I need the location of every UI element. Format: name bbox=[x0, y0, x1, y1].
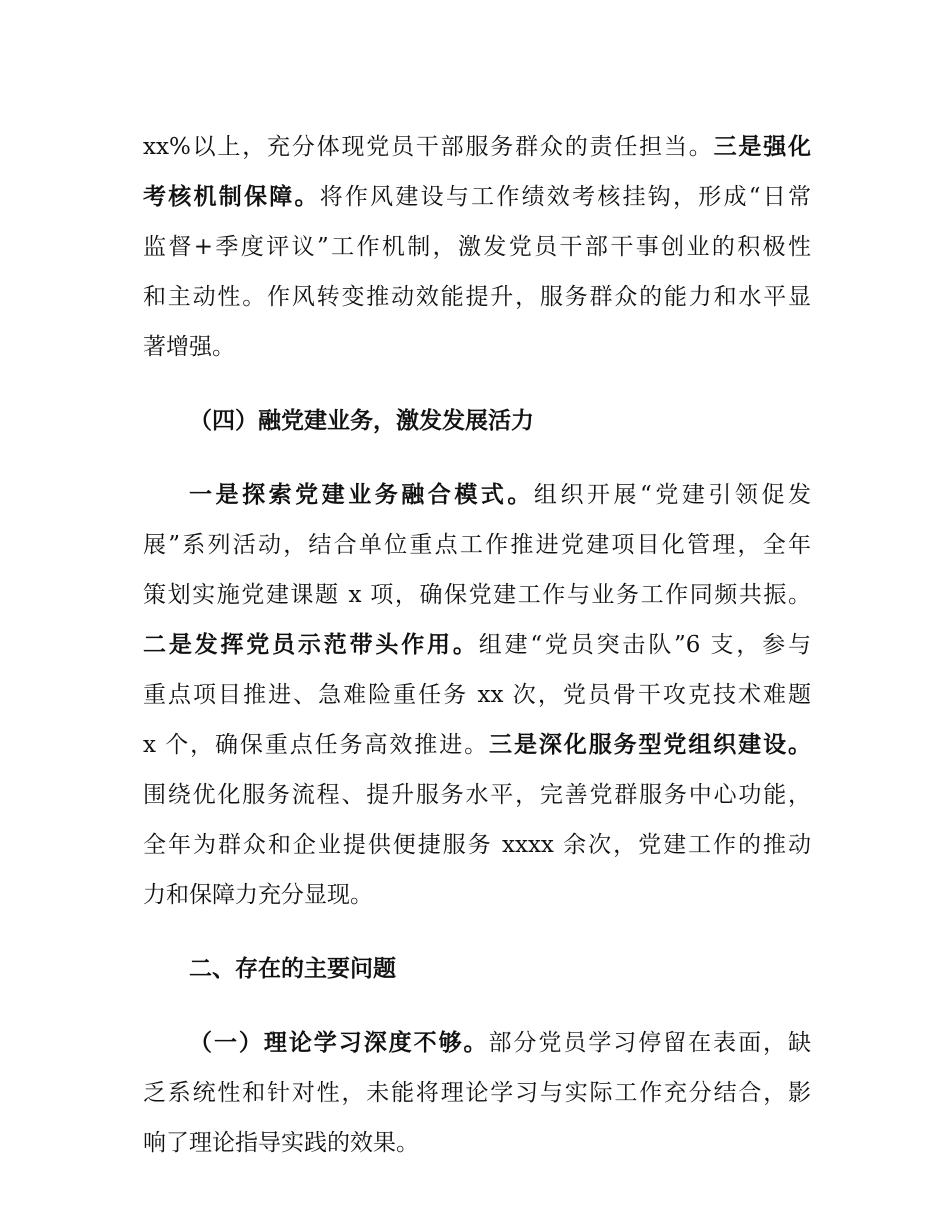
text-line bbox=[143, 720, 811, 770]
text-line: 围绕优化服务流程、提升服务水平，完善党群服务中心功能， bbox=[143, 782, 811, 808]
paragraph-gap bbox=[143, 994, 811, 1018]
text-span: 将作风建设与工作绩效考核挂钩，形成“日常 bbox=[319, 184, 812, 210]
text-line bbox=[143, 620, 811, 670]
text-line: 展”系列活动，结合单位重点工作推进党建项目化管理，全年 bbox=[143, 532, 811, 558]
text-line: 和主动性。作风转变推动效能提升，服务群众的能力和水平显 bbox=[143, 284, 811, 310]
section-heading-2: 二、存在的主要问题 bbox=[189, 956, 396, 982]
text-line: 全年为群众和企业提供便捷服务 xxxx 余次，党建工作的推动 bbox=[143, 832, 811, 858]
paragraph-party-business bbox=[143, 470, 811, 920]
subsection-heading-4: （四）融党建业务，激发发展活力 bbox=[189, 408, 534, 434]
text-span: xx%以上，充分体现党员干部服务群众的责任担当。 bbox=[143, 134, 714, 160]
text-span: 部分党员学习停留在表面，缺 bbox=[488, 1030, 812, 1056]
text-line: 监督+季度评议”工作机制，激发党员干部干事创业的积极性 bbox=[143, 234, 811, 260]
text-line: 重点项目推进、急难险重任务 xx 次，党员骨干攻克技术难题 bbox=[143, 682, 811, 708]
bold-text-span: 三是强化 bbox=[713, 134, 812, 160]
paragraph-theory-study bbox=[143, 1018, 811, 1168]
text-line bbox=[143, 470, 811, 520]
bold-text-span: 考核机制保障。 bbox=[143, 184, 320, 210]
document-body bbox=[143, 122, 811, 1168]
paragraph-gap bbox=[143, 446, 811, 470]
paragraph-gap bbox=[143, 920, 811, 944]
text-line: 乏系统性和针对性，未能将理论学习与实际工作充分结合，影 bbox=[143, 1080, 811, 1106]
text-line: 著增强。 bbox=[143, 334, 235, 360]
text-line bbox=[143, 122, 811, 172]
bold-text-span: 二是发挥党员示范带头作用。 bbox=[143, 632, 479, 658]
text-span: 组织开展“党建引领促发 bbox=[533, 482, 811, 508]
bold-text-span: 三是深化服务型党组织建设。 bbox=[489, 732, 811, 758]
text-line bbox=[143, 172, 811, 222]
text-span: 组建“党员突击队”6 支，参与 bbox=[478, 632, 812, 658]
text-line: 响了理论指导实践的效果。 bbox=[143, 1130, 419, 1156]
bold-text-span: 一是探索党建业务融合模式。 bbox=[189, 482, 534, 508]
bold-text-span: （一）理论学习深度不够。 bbox=[189, 1030, 489, 1056]
text-line bbox=[143, 1018, 811, 1068]
paragraph-work-style bbox=[143, 122, 811, 372]
text-span: x 个，确保重点任务高效推进。 bbox=[143, 732, 490, 758]
paragraph-gap bbox=[143, 372, 811, 396]
text-line: 力和保障力充分显现。 bbox=[143, 882, 373, 908]
text-line: 策划实施党建课题 x 项，确保党建工作与业务工作同频共振。 bbox=[143, 582, 811, 608]
